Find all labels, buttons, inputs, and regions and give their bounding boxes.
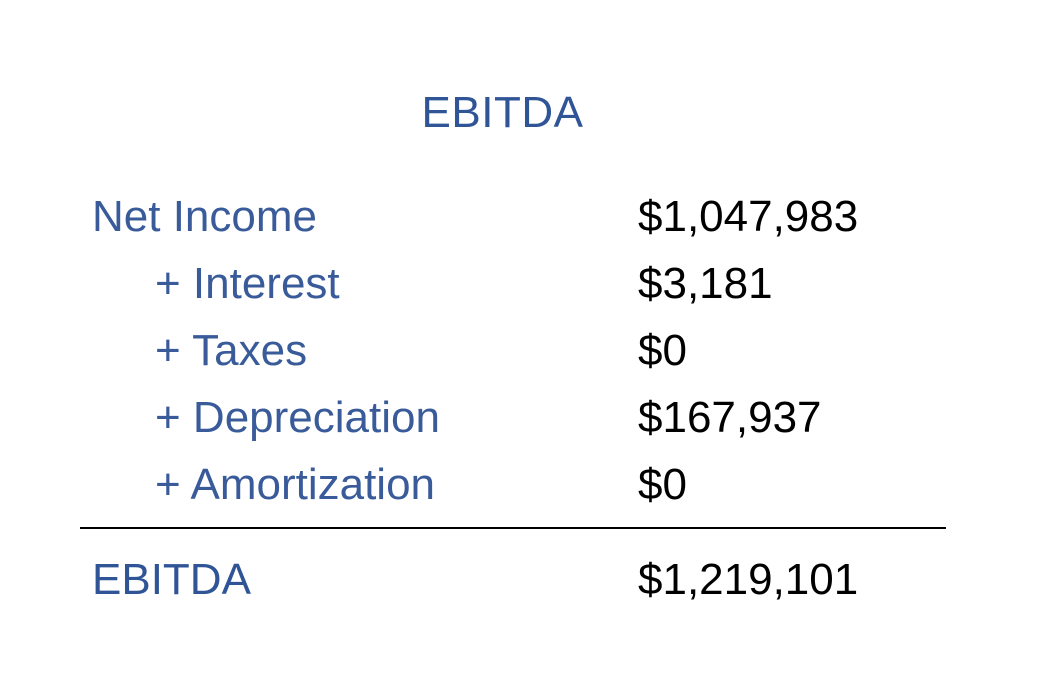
row-value: $1,047,983	[638, 192, 859, 241]
total-label: EBITDA	[92, 555, 251, 604]
row-taxes	[0, 326, 1060, 382]
row-label: + Depreciation	[155, 393, 440, 442]
total-divider	[80, 527, 946, 529]
row-amortization	[0, 460, 1060, 516]
row-label: + Taxes	[155, 326, 308, 375]
row-value: $0	[638, 326, 687, 375]
row-label: + Interest	[155, 259, 340, 308]
row-depreciation	[0, 393, 1060, 449]
row-value: $167,937	[638, 393, 822, 442]
row-value: $3,181	[638, 259, 773, 308]
row-label: + Amortization	[155, 460, 436, 509]
row-total	[0, 555, 1060, 611]
total-value: $1,219,101	[638, 555, 859, 604]
page-title: EBITDA	[421, 88, 584, 137]
row-net-income	[0, 192, 1060, 248]
row-interest	[0, 259, 1060, 315]
row-value: $0	[638, 460, 687, 509]
row-label: Net Income	[92, 192, 317, 241]
